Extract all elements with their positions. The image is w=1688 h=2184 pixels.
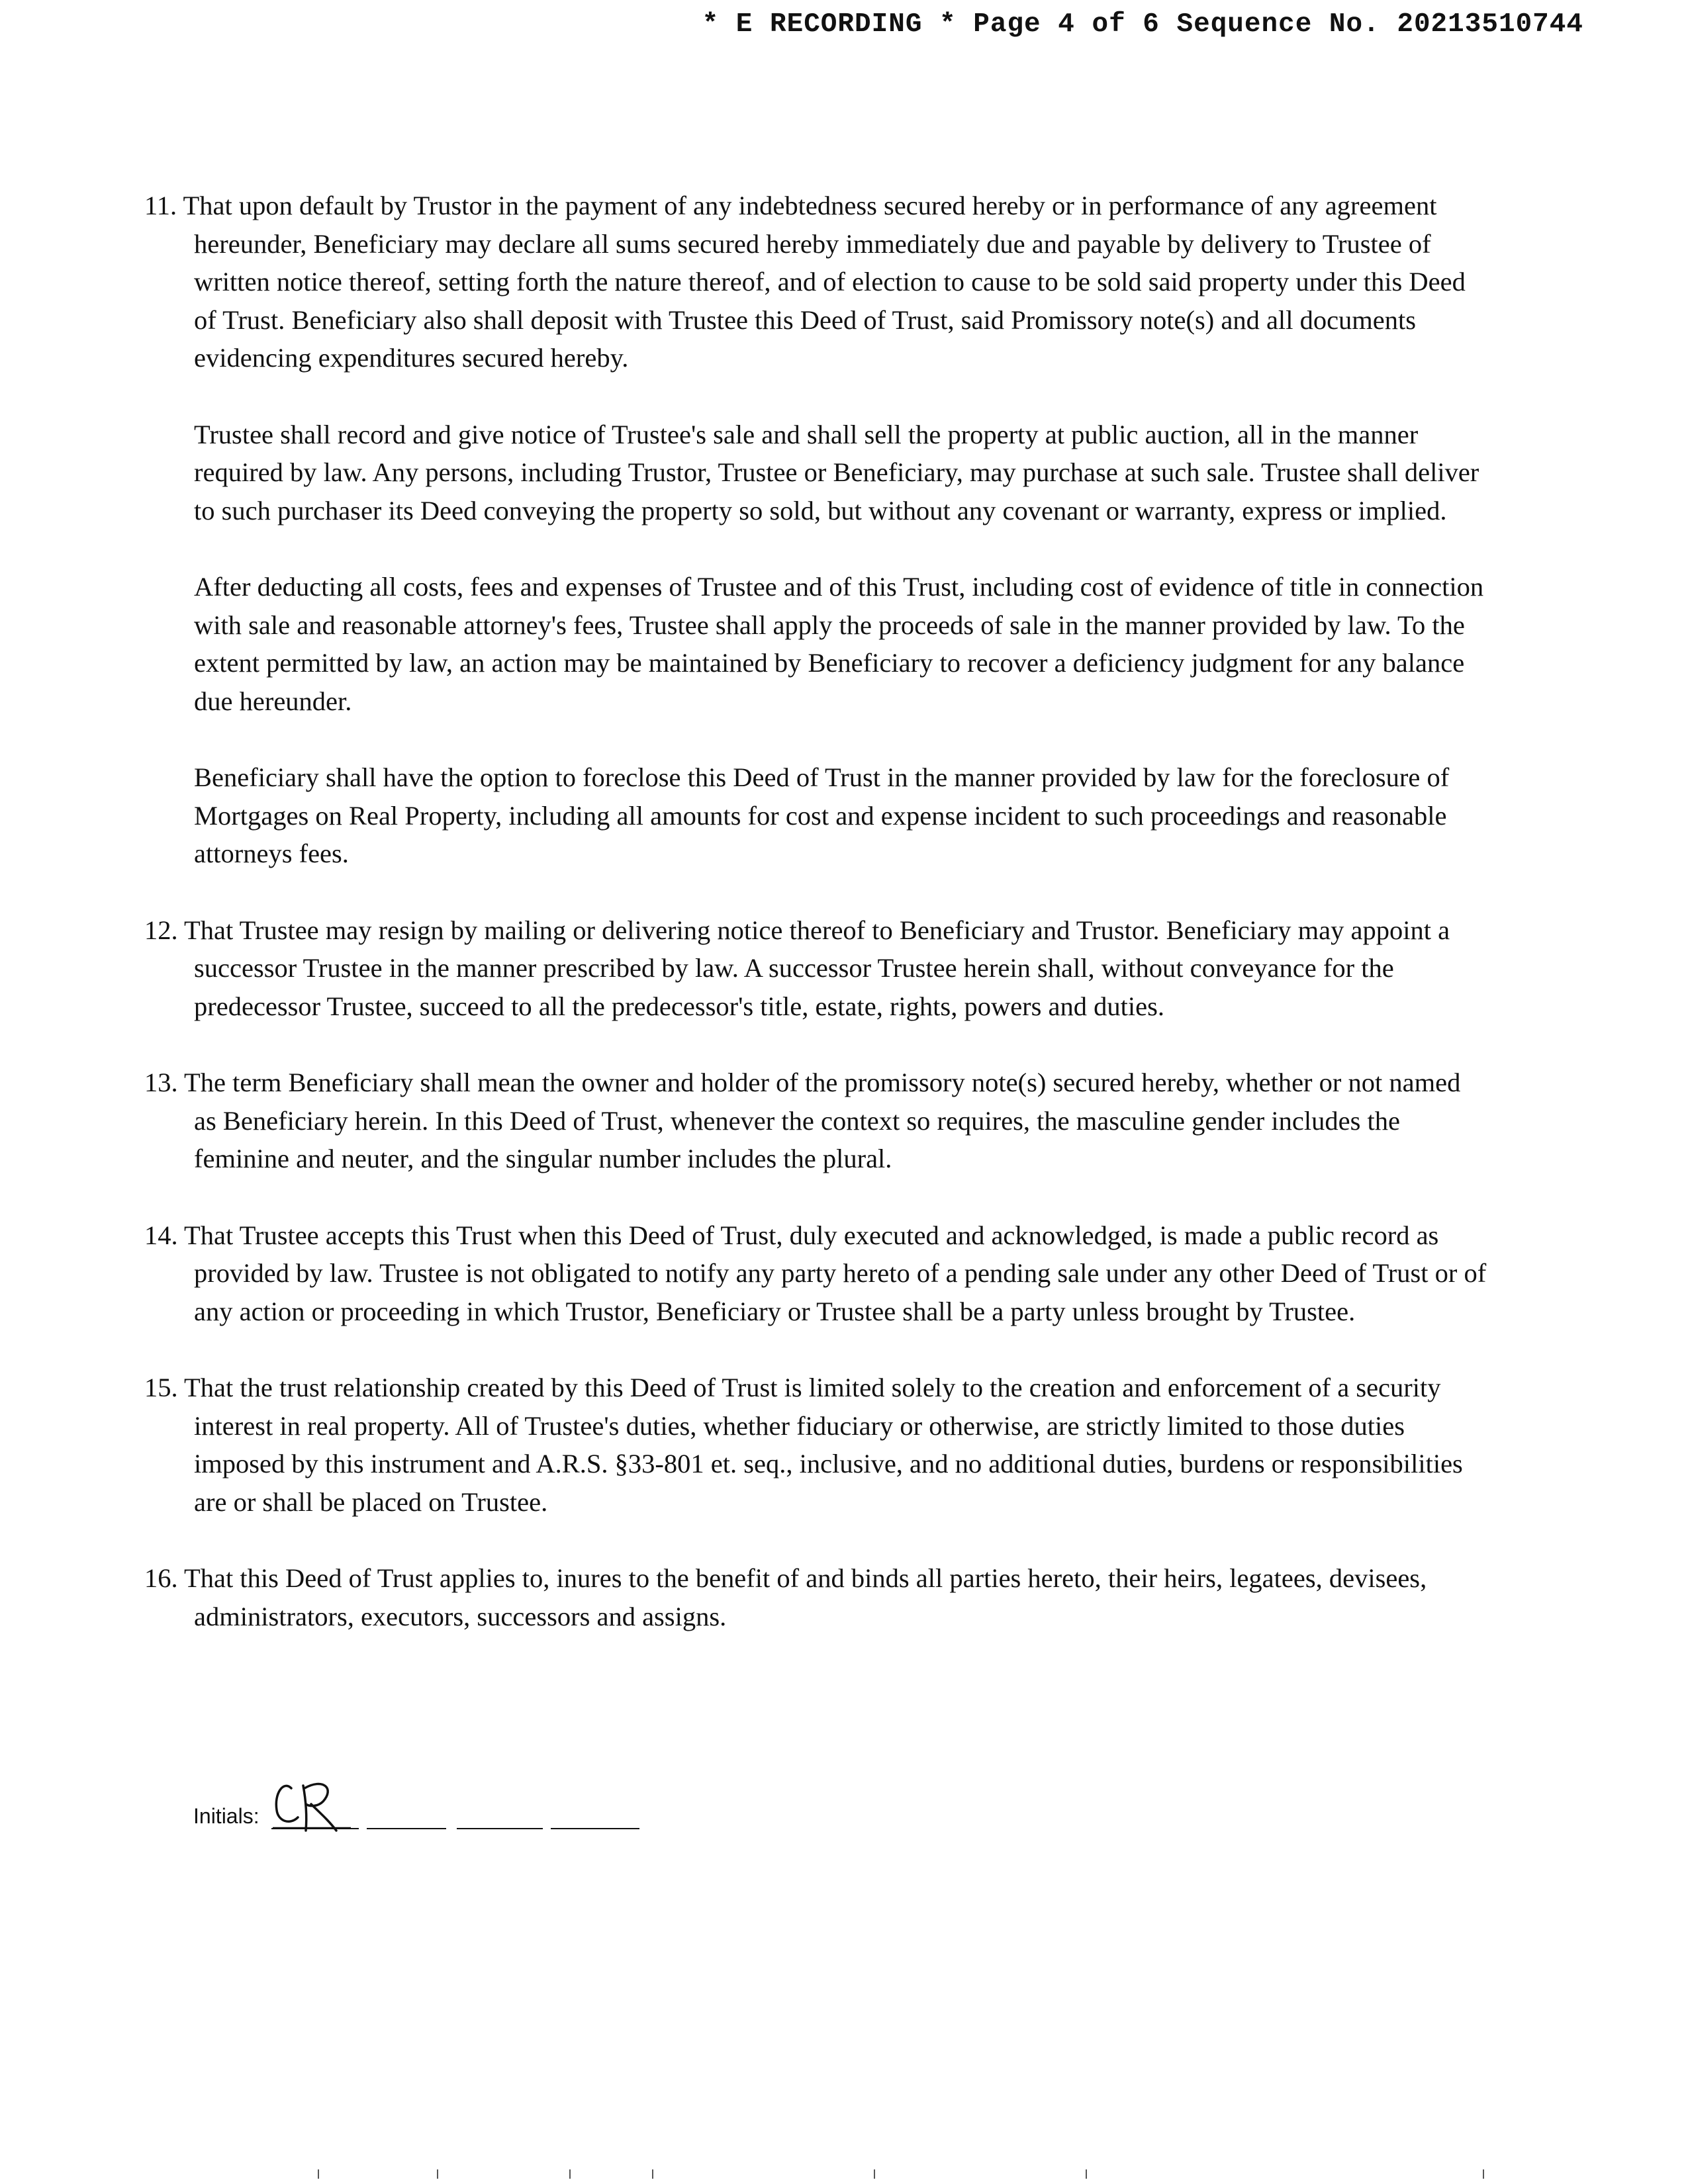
clause-11-paragraph-proceeds: After deducting all costs, fees and expenses of Trustee and of this Trust, including cost of evidence of title in connection with sale and reasonable attorney's fees, Trustee shall apply the proceeds of sale in the manner provided by law. To the extent permitted by law, an action may be maintained by Beneficiary to recover a deficiency judgment for any balance due hereunder. <box>194 572 1484 716</box>
clause-number: 16. <box>144 1563 178 1593</box>
scan-mark <box>874 2169 875 2179</box>
initials-label: Initials: <box>193 1804 259 1828</box>
document-body <box>144 187 1488 1674</box>
clause-11-paragraph-sale: Trustee shall record and give notice of Trustee's sale and shall sell the property at public auction, all in the manner required by law. Any persons, including Trustor, Trustee or Beneficiary, may purchase at such sale. Trustee shall deliver to such purchaser its Deed conveying the property so sold, but without any covenant or warranty, express or implied. <box>194 419 1479 525</box>
clause-text: That the trust relationship created by this Deed of Trust is limited solely to the creation and enforcement of a security interest in real property. All of Trustee's duties, whether fiduciary or otherwise, are strictly limited to those duties imposed by this instrument and A.R.S. §33-801 et. seq., inclusive, and no additional duties, burdens or responsibilities are or shall be placed on Trustee. <box>184 1373 1463 1517</box>
clause-11-paragraph-foreclosure: Beneficiary shall have the option to foreclose this Deed of Trust in the manner provided by law for the foreclosure of Mortgages on Real Property, including all amounts for cost and expense incident to such proceedings and reasonable attorneys fees. <box>194 762 1450 868</box>
clause-13 <box>144 1064 1488 1178</box>
scan-mark <box>1483 2169 1484 2179</box>
initials-blank-2 <box>367 1828 446 1829</box>
clause-11 <box>144 187 1488 377</box>
clause-text: That Trustee may resign by mailing or delivering notice thereof to Beneficiary and Trustor. Beneficiary may appoint a successor Trustee in the manner prescribed by law. A successor Trustee herein shall, without conveyance for the predecessor Trustee, succeed to all the predecessor's title, estate, rights, powers and duties. <box>184 915 1450 1021</box>
clause-12 <box>144 911 1488 1026</box>
clause-number: 11. <box>144 191 177 220</box>
clause-number: 15. <box>144 1373 178 1402</box>
initials-blank-3 <box>457 1828 543 1829</box>
scan-mark <box>1086 2169 1087 2179</box>
clause-number: 13. <box>144 1068 178 1097</box>
clause-14 <box>144 1216 1488 1331</box>
clause-number: 14. <box>144 1220 178 1250</box>
scan-mark <box>652 2169 653 2179</box>
scan-mark <box>437 2169 438 2179</box>
clause-text: That this Deed of Trust applies to, inures to the benefit of and binds all parties hereto, their heirs, legatees, devisees, administrators, executors, successors and assigns. <box>184 1563 1427 1631</box>
clause-text: That upon default by Trustor in the payment of any indebtedness secured hereby or in performance of any agreement hereunder, Beneficiary may declare all sums secured hereby immediately due and payable by delivery to Trustee of written notice thereof, setting forth the nature thereof, and of election to cause to be sold said property under this Deed of Trust. Beneficiary also shall deposit with Trustee this Deed of Trust, said Promissory note(s) and all documents evidencing expenditures secured hereby. <box>183 191 1466 373</box>
initials-blank-1 <box>271 1828 359 1829</box>
recording-header: * E RECORDING * Page 4 of 6 Sequence No. 20213510744 <box>702 9 1583 40</box>
scan-mark <box>569 2169 571 2179</box>
scan-mark <box>318 2169 319 2179</box>
handwritten-initials-signature <box>271 1774 357 1833</box>
initials-blank-4 <box>551 1828 639 1829</box>
clause-number: 12. <box>144 915 178 945</box>
clause-text: That Trustee accepts this Trust when this Deed of Trust, duly executed and acknowledged, is made a public record as provided by law. Trustee is not obligated to notify any party hereto of a pending sale under any other Deed of Trust or of any action or proceeding in which Trustor, Beneficiary or Trustee shall be a party unless brought by Trustee. <box>184 1220 1487 1326</box>
clause-text: The term Beneficiary shall mean the owner and holder of the promissory note(s) secured hereby, whether or not named as Beneficiary herein. In this Deed of Trust, whenever the context so requires, the masculine gender includes the feminine and neuter, and the singular number includes the plural. <box>184 1068 1461 1173</box>
clause-16 <box>144 1559 1488 1635</box>
initials-block <box>193 1774 670 1833</box>
clause-15 <box>144 1369 1488 1521</box>
